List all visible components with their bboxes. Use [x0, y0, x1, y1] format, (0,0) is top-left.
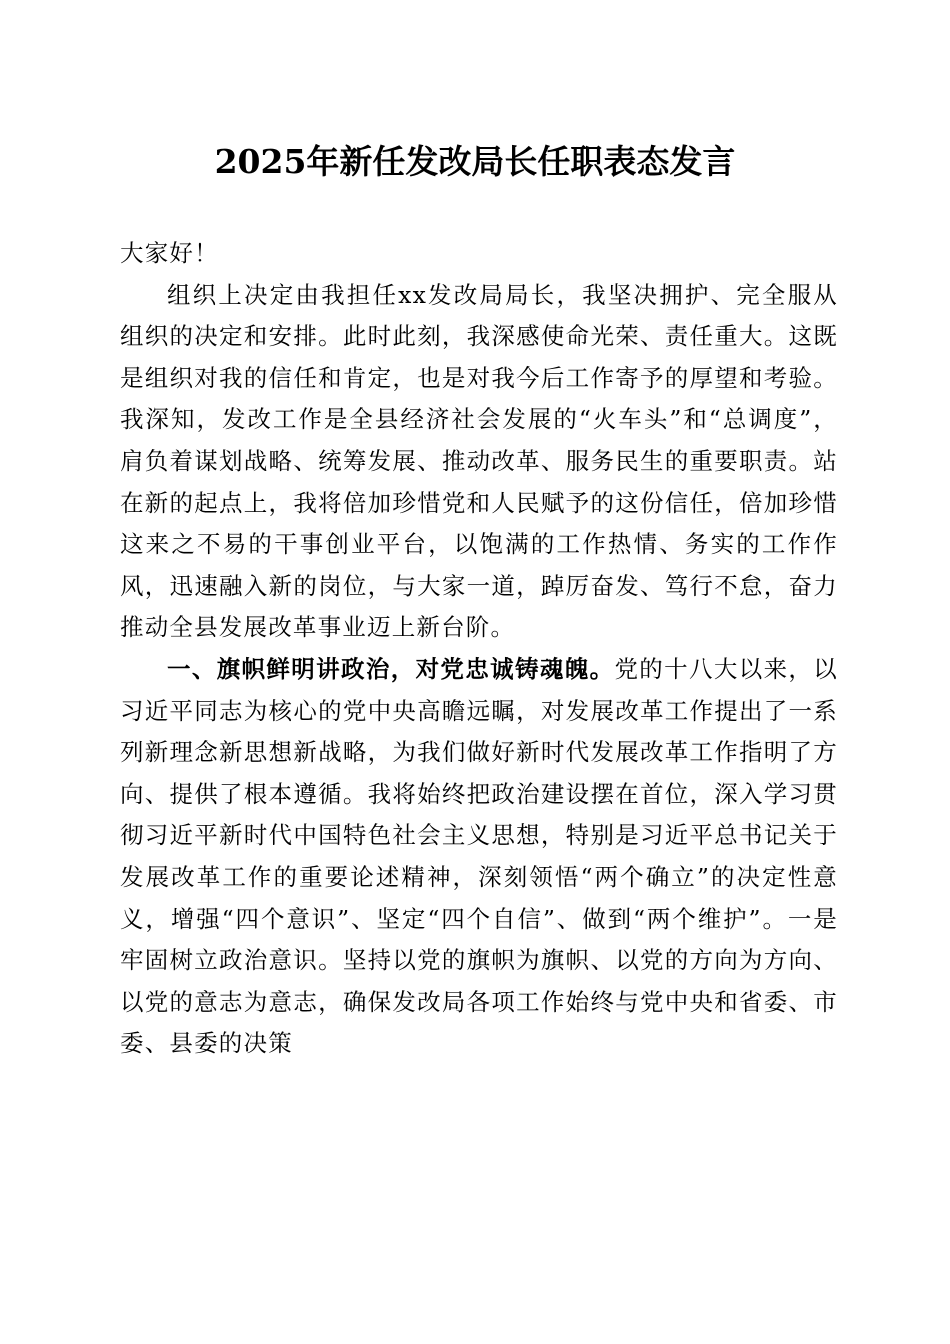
- section-1-heading: 一、旗帜鲜明讲政治，对党忠诚铸魂魄。: [167, 654, 615, 683]
- section-1-body: 党的十八大以来，以习近平同志为核心的党中央高瞻远瞩，对发展改革工作提出了一系列新理念新思想新战略，为我们做好新时代发展改革工作指明了方向、提供了根本遵循。我将始终把政治建设摆在首位，深入学习贯彻习近平新时代中国特色社会主义思想，特别是习近平总书记关于发展改革工作的重要论述精神，深刻领悟“两个确立”的决定性意义，增强“四个意识”、坚定“四个自信”、做到“两个维护”。一是牢固树立政治意识。坚持以党的旗帜为旗帜、以党的方向为方向、以党的意志为意志，确保发改局各项工作始终与党中央和省委、市委、县委的决策: [120, 654, 838, 1058]
- document-body: [120, 233, 838, 1065]
- greeting-line: 大家好！: [120, 239, 219, 267]
- paragraph-section-1: [120, 649, 838, 1065]
- document-title: 2025年新任发改局长任职表态发言: [214, 142, 736, 181]
- paragraph-intro: 组织上决定由我担任xx发改局局长，我坚决拥护、完全服从组织的决定和安排。此时此刻，我深感使命光荣、责任重大。这既是组织对我的信任和肯定，也是对我今后工作寄予的厚望和考验。我深知，发改工作是全县经济社会发展的“火车头”和“总调度”，肩负着谋划战略、统筹发展、推动改革、服务民生的重要职责。站在新的起点上，我将倍加珍惜党和人民赋予的这份信任，倍加珍惜这来之不易的干事创业平台，以饱满的工作热情、务实的工作作风，迅速融入新的岗位，与大家一道，踔厉奋发、笃行不怠，奋力推动全县发展改革事业迈上新台阶。: [120, 280, 838, 642]
